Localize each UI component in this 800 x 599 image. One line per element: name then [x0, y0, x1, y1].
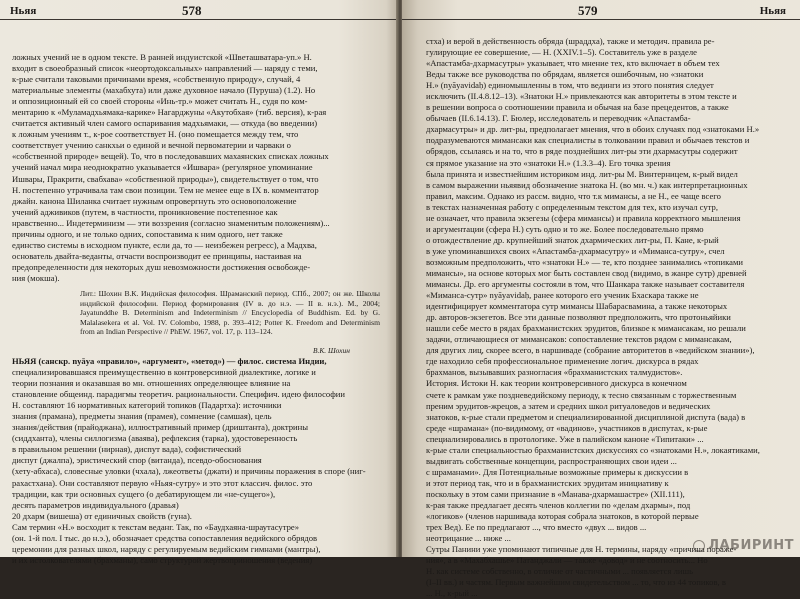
text-line: единство системы в исходном пункте, если да, то — неизбежен регресс), а Мадхва,: [12, 239, 317, 250]
text-line: (I–II вв.) и частям. Первым важнейшим свидетельством ... то, что из 44 топиков, в: [426, 577, 726, 588]
text-line: мимансы», на основе которых мог быть составлен свод (видимо, в жанре сутр) древней: [426, 267, 747, 278]
right-running-head: Ньяя: [759, 5, 786, 17]
text-line: стха) и верой в действенность обряда (шраддха), также и методич. правила ре-: [426, 36, 715, 46]
text-line: задачи, отличающиеся от мимансаков: сопоставление текстов рядом с мимансакам,: [426, 334, 732, 345]
left-page-number: 578: [182, 3, 202, 18]
text-line: Н. как системе собственно, в отличие от частичными ... появляется лишь: [426, 566, 694, 577]
text-line: нравственно... Индетерминизм — эти воззрения (согласно знаменитым положениям)...: [12, 217, 330, 228]
text-line: знания (прамана), предметы знания (прамея), сомнение (самшая), цель: [12, 411, 272, 422]
text-line: преним эрудитов-жрецов, а затем и средних школ ритуаловедов и ведических: [426, 400, 711, 411]
text-line: в решении вопроса о соотношении правила и обычая на базе прецедентов, а также: [426, 102, 729, 113]
text-line: брахманов, вызывавших разногласия «брахманистских талмудистов».: [426, 367, 683, 378]
text-line: предопределенности для некоторых душ невозможности достижения освобожде-: [12, 261, 311, 272]
text-line: знания/действия (прайоджана), иллюстративный пример (дриштанта), доктрины: [12, 422, 308, 433]
text-line: мимансы. Др. его аргументы состояли в том, что Шанкара также называет составителя: [426, 279, 745, 290]
text-line: выдвигать собственные концепции, распространяющих свои идеи ...: [426, 455, 677, 466]
text-line: счете к рамкам уже поздневедийскому периоду, к тесно связанным с торжественным: [426, 389, 737, 400]
text-line: десять параметров индивидуального (дравья): [12, 499, 179, 510]
text-line: в уже упоминавшихся своих «Апастамба-дхармасутру» и «Миманса-сутру», счел: [426, 245, 725, 256]
text-line: и оппозиционный ей со своей стороны «Инь-тр.» может считать Н., судя по ком-: [12, 96, 308, 107]
watermark: [693, 538, 794, 553]
text-line: Ишвары, Пракрити, свабхава» «собственной природы»), свидетельствует о том, что: [12, 173, 319, 184]
text-line: поскольку в этом сами признание в «Манава-дхармашастре» (XII.111),: [426, 488, 685, 499]
text-line: и их истолкователями (брахманы), само структурой жертвоприношения (ведения): [12, 554, 313, 565]
right-page-number: 579: [578, 3, 598, 18]
text-line: в текстах назначенная работу с определенным текстом для тех, кто изучал сутр,: [426, 201, 718, 212]
text-line: гулирующие ее совершение, — Н. (XXIV.1–5). Составитель уже в разделе: [426, 47, 697, 58]
right-header-rule: [402, 19, 800, 20]
text-line: Н.» (nyāyavidaḥ) единомышленны в том, что вединги из этого понятия следует: [426, 80, 714, 91]
text-line: и аргументации (сфера Н.) суть одно и то же. Более последовательно прямо: [426, 223, 704, 234]
text-line: неотрицание ... ниже ...: [426, 533, 511, 544]
text-line: специализировались в протологике. Уже в палийском каноне «Типитаки» ...: [426, 433, 704, 444]
text-line: среде «шрамана» (по-видимому, от «вадинов», участников в диспутах, к-рые: [426, 422, 708, 433]
text-line: Сутры Панини уже упоминают типичные для Н. термины, наряду «причина пораже-: [426, 544, 737, 555]
text-line: становление общеинд. парадигмы теоретич. рациональности. Специфич. идею философии: [12, 389, 345, 400]
text-line: обычаев (II.6.14.13). Г. Бюлер, исследователь и переводчик «Апастамба-: [426, 113, 691, 124]
text-line: ния (мокша).: [12, 272, 60, 283]
text-line: Н. постепенно утрачивала там свои позиции. Тем не менее еще в IX в. комментатор: [12, 184, 319, 195]
left-text-block: [12, 52, 380, 284]
text-line: учений начал мира неоднократно указывается «Ишвара» (регулярное упоминание: [12, 162, 313, 173]
text-line: ния», а в «Махабхашье» Патанджали — также «довод» и не соотносить... Но: [426, 555, 708, 566]
text-line: (хету-абхаса), словесные уловки (чхала), лжеответы (джати) и причины поражения в споре (ниг-: [12, 466, 366, 477]
text-line: к-рая также предлагает десять членов коллегии по «делам дхармы», под: [426, 499, 691, 510]
text-line: «собственной природе» вещей). То, что в последовавших махаянских списках ложных: [12, 151, 329, 162]
text-line: Сам термин «Н.» восходит к текстам веданг. Так, по «Баудхаяна-шраутасутре»: [12, 521, 299, 532]
text-line: «Миманса-сутр» nyāyavidaḥ, ранее которого его ученик Бхаскара также не: [426, 290, 699, 301]
text-line: исключить (II.4.8.12–13). «Знатоки Н.» привлекаются как авторитеты в этом тексте и: [426, 91, 737, 102]
text-line: где находило себя профессиональное применение логич. дискурса в рядах: [426, 356, 699, 367]
text-line: подразумеваются мимансаки как специалисты в толковании правил и обычаев текстов и: [426, 135, 750, 146]
text-line: ся прямое указание на это «знатоки Н.» (1.3.3–4). Его точка зрения: [426, 157, 671, 168]
text-line: (сиддханта), члены силлогизма (аваява), рефлексия (тарка), удостоверенность: [12, 433, 298, 444]
text-line: трех Вед). Ее по предлагают ..., что вместо «двух ... видов ...: [426, 522, 647, 533]
text-line: для других лиц, скорее всего, в наршиваде (собрание авторитетов в «ведийском знании»),: [426, 345, 755, 356]
left-page: [0, 0, 398, 565]
text-line: учений адживиков (путем, в частности, проникновение постепенное как: [12, 206, 278, 217]
nyaya-entry-block: [12, 356, 380, 566]
left-running-header: [0, 0, 398, 24]
literature-signature: В.К. Шохин: [313, 346, 350, 355]
text-line: нашли себе место в рядах брахманистских эрудитов, близкое к мимансакам, но решали: [426, 323, 746, 334]
text-line: теории познания и оказавшая во мн. отношениях определяющее влияние на: [12, 378, 291, 389]
text-line: материальные элементы (махабхута) или даже духовное начало (Пуруша) (1.2). Но: [12, 85, 316, 96]
right-text-block: [426, 36, 788, 599]
text-line: и этот период так, что и в брахманистских эрудитам инициативу к: [426, 477, 669, 488]
right-page: [402, 0, 800, 599]
text-line: причины одного, и не только одних, сопоставима к ним одного, нет также: [12, 228, 283, 239]
text-line: к-рые стали специальностью брахманистских дискуссиях со «знатоками Н.», локаятиками,: [426, 444, 760, 455]
text-line: традиции, как три основных сущего (о дебатирующем ли «не-сущего»),: [12, 488, 276, 499]
text-line: не означает, что правила экзегезы (сфера мимансы) и правила корректного мышления: [426, 212, 741, 223]
text-line: др. авторов-экзегетов. Все эти данные позволяют предположить, что протоньяйики: [426, 312, 731, 323]
text-line: ложных учений не в одном тексте. В ранней индуистской «Шветашватара-уп.» Н.: [12, 52, 312, 62]
text-line: дхармасутры» и др. лит-ры, предполагает мнения, что в обоих случаях под «знатоками Н.»: [426, 124, 760, 135]
text-line: ментарию к «Муламадхьямака-карике» Нагарджуны «Акутобхая» (тиб. версия), к-рая: [12, 107, 327, 118]
text-line: в самом выражении ньяявид обозначение знатока Н. (во мн. ч.) как интерпретационных: [426, 179, 748, 190]
text-line: к-рые считали таковыми причинами время, «собственную природу», случай, 4: [12, 74, 301, 85]
text-line: в правильном решении (нирная), диспут вада), софистический: [12, 444, 242, 455]
text-line: Веды также все руководства по обрядам, является ошибочным, но «знатоки: [426, 69, 704, 80]
text-line: НЬЯЯ (санскр. nyāya «правило», «аргумент», «метод») — филос. система Индии,: [12, 356, 327, 366]
text-line: идентифицирует комментатора сутр мимансы Шабарасвамина, а также некоторых: [426, 301, 728, 312]
text-line: 20 дхарм (вишеша) от единичных свойств (гуна).: [12, 510, 192, 521]
text-line: правил, максим. Однако из рассм. видно, что т.к мимансы, а не Н., ее чаще всего: [426, 190, 721, 201]
left-header-rule: [0, 19, 398, 20]
text-line: считается активный член самого оспаривания мадхьямаки, — откуда (во введении): [12, 118, 318, 129]
text-line: входит в своеобразный список «неортодоксальных» направлений — наряду с теми,: [12, 63, 318, 74]
text-line: (он. 1-й пол. I тыс. до н.э.), обозначает средства сопоставления ведийского обрядов: [12, 532, 318, 543]
text-line: специализировавшаяся преимущественно в контроверсивной диалектике, логике и: [12, 367, 316, 378]
text-line: рахастхана). Они составляют первую «Ньяя-сутру» и это этот классич. филос. это: [12, 477, 313, 488]
text-line: джайн. канона Шиланка считает нужным опровергнуть это основоположение: [12, 195, 297, 206]
text-line: Н. составляют 16 нормативных категорий топиков (Падартха): источники: [12, 400, 282, 411]
text-line: диспут (джалпа), эристический спор (витанда), псевдо-обоснования: [12, 455, 262, 466]
literature-note: Лит.: Шохин В.К. Индийская философия. Шраманский период. СПб., 2007; он же. Школы индийской философии. Период формирования (IV в. до н.э. — II в. н.э.). М., 2004; Jayatunddhe B. Determinism and Indeterminism // Encyclopedia of Buddhism. Ed. by G. Malalasekera et al. Vol. IV. Colombo, 1988, p. 393–412; Potter K. Freedom and Determinism from an Indian Perspective // PhEW. 1967, vol. 17, p. 113–124.: [80, 289, 380, 337]
text-line: была принята и известнейшим историком инд. лит-ры М. Винтерницем, к-рый видел: [426, 168, 738, 179]
left-running-head: Ньяя: [10, 5, 37, 17]
text-line: обрядов, ссылаясь и на то, что в ряде позднейших лит-ры эти дхармасутры содержит: [426, 146, 738, 157]
text-line: к ложным учениям т., к-рое соответствует Н. (оно помещается между тем, что: [12, 129, 299, 140]
text-line: ... Н., к-рый ...: [426, 588, 478, 599]
text-line: История. Истоки Н. как теории контроверсивного дискурса в конечном: [426, 378, 687, 389]
text-line: с шраманами». Для Потенциальные возможные примеры к дискуссии в: [426, 466, 689, 477]
right-running-header: [402, 0, 800, 24]
text-line: церемонии для разных школ, наряду с регулируемым ведийским гимнами (мантры),: [12, 543, 321, 554]
text-line: «Апастамба-дхармасутры» указывает, что мнение тех, кто включает в объем тех: [426, 58, 720, 69]
text-line: возможным предположить, что «знатоки Н.» — те, кто позднее занимались «топиками: [426, 256, 743, 267]
watermark-text: ЛАБИРИНТ: [708, 538, 794, 553]
text-line: «логиков» (членов наршивада которая собрала знатоков, в которой первые: [426, 511, 699, 522]
text-line: основатель двайта-веданты, отчасти воспроизводит ее принципы, настаивая на: [12, 250, 302, 261]
owl-logo-icon: [693, 540, 705, 552]
text-line: о отождествление др. крупнейший знаток дхармических лит-ры, П. Кане, к-рый: [426, 234, 719, 245]
text-line: соответствует учению санкхьи о единой и вечной первоматерии и чарваки о: [12, 140, 291, 151]
text-line: знатоков, к-рые стали предметом и специализированной дисциплиной диспута (вада) в: [426, 411, 746, 422]
